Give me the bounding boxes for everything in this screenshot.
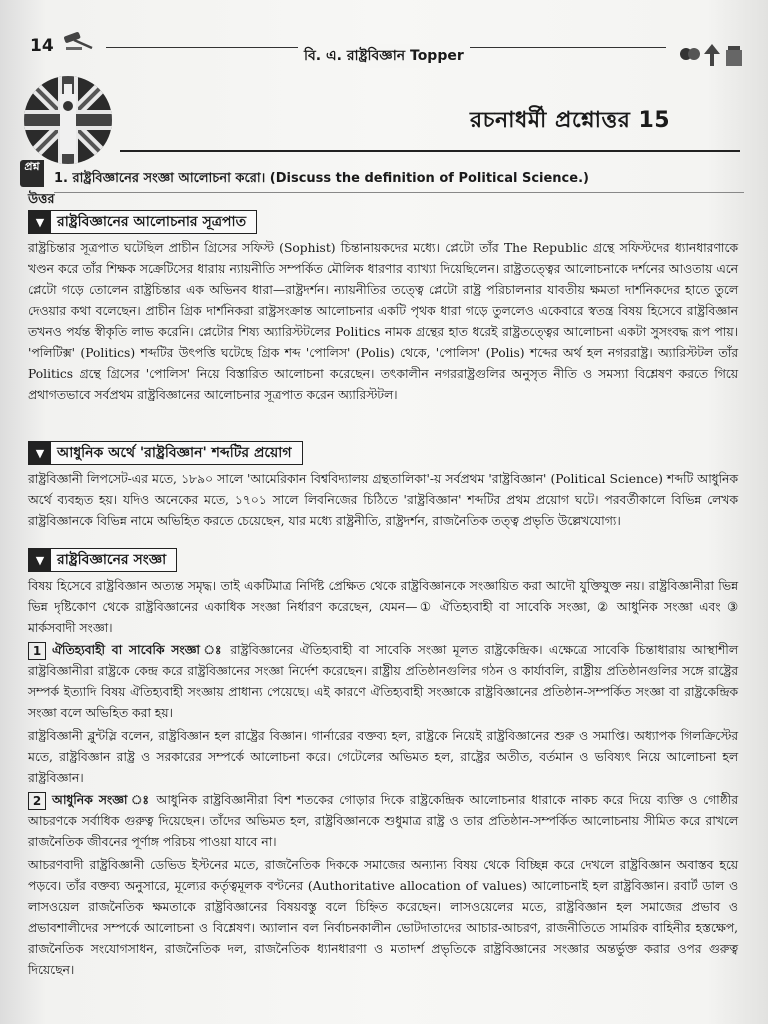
point-number: 1 (28, 642, 46, 660)
triangle-down-icon: ▼ (29, 549, 51, 571)
paragraph: আচরণবাদী রাষ্ট্রবিজ্ঞানী ডেভিড ইস্টনের মতে, রাজনৈতিক দিককে সমাজের অন্যান্য বিষয় থেকে বিচ্ছিন্ন করে দেখলে রাষ্ট্রবিজ্ঞান অবাস্তব হয়ে পড়বে। তাঁর বক্তব্য অনুসারে, মূল্যের কর্তৃত্বমূলক বণ্টনের (Authoritative allocation of values) আলোচনাই হল রাষ্ট্রবিজ্ঞান। রবার্ট ডাল ও লাসওয়েল রাজনৈতিক ক্ষমতাকে রাষ্ট্রবিজ্ঞানের বিষয়বস্তু বলে চিহ্নিত করেছেন। লাসওয়েলের মতে, রাষ্ট্রবিজ্ঞান হল সমাজের প্রভাব ও প্রভাবশালীদের সম্পর্কে আলোচনা ও বিশ্লেষণ। অ্যালান বল নির্বাচনকালীন ভোটদাতাদের আচার-আচরণ, রাজনীতিতে সামরিক বাহিনীর হস্তক্ষেপ, রাজনৈতিক সংযোগসাধন, রাজনৈতিক দল, রাজনৈতিক ধ্যানধারণা ও মতাদর্শ প্রভৃতিকে রাষ্ট্রবিজ্ঞানের সংজ্ঞার অন্তর্ভুক্ত করার ওপর গুরুত্ব দিয়েছেন। (28, 858, 738, 977)
paragraph: রাষ্ট্রবিজ্ঞানী ব্লুন্টস্লি বলেন, রাষ্ট্রবিজ্ঞান হল রাষ্ট্রের বিজ্ঞান। গার্নারের বক্তব্য হল, রাষ্ট্রকে নিয়েই রাষ্ট্রবিজ্ঞানের শুরু ও সমাপ্তি। অধ্যাপক গিলক্রিস্টের মতে, রাষ্ট্রবিজ্ঞান রাষ্ট্র ও সরকারের সম্পর্কে আলোচনা করে। গেটেলের অভিমত হল, রাষ্ট্রের অতীত, বর্তমান ও ভবিষ্যৎ নিয়ে আলোচনা হল রাষ্ট্রবিজ্ঞান। (28, 729, 738, 785)
section-heading (28, 548, 177, 572)
answer-label: উত্তর (28, 190, 55, 213)
point-paragraph (28, 790, 738, 853)
section-modern-usage (28, 441, 738, 532)
paragraph: রাষ্ট্রবিজ্ঞানী লিপসেট-এর মতে, ১৮৯০ সালে 'আমেরিকান বিশ্ববিদ্যালয় গ্রন্থতালিকা'-য় সর্বপ্রথম 'রাষ্ট্রবিজ্ঞান' (Political Science) শব্দটি আধুনিক অর্থে ব্যবহৃত হয়। যদিও অনেকের মতে, ১৭০১ সালে লিবনিজের চিঠিতে 'রাষ্ট্রবিজ্ঞান' শব্দটির প্রথম প্রয়োগ ঘটে। পরবর্তীকালে বিভিন্ন লেখক রাষ্ট্রবিজ্ঞানকে বিভিন্ন নামে অভিহিত করতে চেয়েছেন, যার মধ্যে রাষ্ট্রনীতি, রাষ্ট্রদর্শন, রাজনৈতিক তত্ত্ব প্রভৃতি উল্লেখযোগ্য। (28, 472, 738, 528)
section-definition (28, 548, 738, 639)
scales-and-books-icon (672, 40, 752, 70)
triangle-down-icon: ▼ (29, 211, 51, 233)
section-heading (28, 441, 303, 465)
section-heading-text: রাষ্ট্রবিজ্ঞানের সংজ্ঞা (57, 552, 167, 568)
point-title: আধুনিক সংজ্ঞা ঃ (52, 793, 151, 807)
point-number: 2 (28, 792, 46, 810)
paragraph: বিষয় হিসেবে রাষ্ট্রবিজ্ঞান অত্যন্ত সমৃদ্ধ। তাই একটিমাত্র নির্দিষ্ট প্রেক্ষিত থেকে রাষ্ট্রবিজ্ঞানকে সংজ্ঞায়িত করা আদৌ যুক্তিযুক্ত নয়। রাষ্ট্রবিজ্ঞানীরা ভিন্ন ভিন্ন দৃষ্টিকোণ থেকে রাষ্ট্রবিজ্ঞানের একাধিক সংজ্ঞা নির্ধারণ করেছেন, যেমন—① ঐতিহ্যবাহী বা সাবেকি সংজ্ঞা, ② আধুনিক সংজ্ঞা এবং ③ মার্কসবাদী সংজ্ঞা। (28, 579, 738, 635)
page-number: 14 (30, 36, 54, 56)
point-text: রাষ্ট্রবিজ্ঞানের ঐতিহ্যবাহী বা সাবেকি সংজ্ঞা মূলত রাষ্ট্রকেন্দ্রিক। এক্ষেত্রে সাবেকি চিন্তাধারায় আস্থাশীল রাষ্ট্রবিজ্ঞানীরা রাষ্ট্রকে কেন্দ্র করে রাষ্ট্রবিজ্ঞানের সংজ্ঞা নির্দেশ করেছেন। রাষ্ট্রীয় প্রতিষ্ঠানগুলির গঠন ও কার্যাবলি, রাষ্ট্রীয় প্রতিষ্ঠানগুলির সঙ্গে রাষ্ট্রের সম্পর্ক ইত্যাদি বিষয় ঐতিহ্যবাহী সংজ্ঞায় প্রাধান্য পেয়েছে। এই কারণে ঐতিহ্যবাহী সংজ্ঞাকে রাষ্ট্রবিজ্ঞানের প্রতিষ্ঠান-সম্পর্কিত সংজ্ঞা বা রাষ্ট্রকেন্দ্রিক সংজ্ঞা বলে অভিহিত করা হয়। (28, 643, 738, 720)
section-heading-text: রাষ্ট্রবিজ্ঞানের আলোচনার সূত্রপাত (57, 214, 247, 230)
question-badge: প্রশ্ন (20, 160, 44, 187)
chapter-rule (120, 150, 740, 152)
triangle-down-icon: ▼ (29, 442, 51, 464)
paragraph: রাষ্ট্রচিন্তার সূত্রপাত ঘটেছিল প্রাচীন গ্রিসের সফিস্ট (Sophist) চিন্তানায়কদের মধ্যে। প্লেটো তাঁর The Republic গ্রন্থে সফিস্টদের ধ্যানধারণাকে খণ্ডন করে তাঁর শিক্ষক সক্রেটিসের ধারায় ন্যায়নীতি সম্পর্কিত মৌলিক ধারণার ব্যাখ্যা দিয়েছিলেন। রাষ্ট্রতত্ত্বের আলোচনাকে দর্শনের আওতায় এনে প্লেটো গড়ে তোলেন রাষ্ট্রচিন্তার এক অভিনব ধারা—রাষ্ট্রদর্শন। ন্যায়নীতির তত্ত্বে প্লেটো রাষ্ট্র পরিচালনার যাবতীয় ক্ষমতা দার্শনিকদের হাতে তুলে দেওয়ার কথা বলেছেন। প্রাচীন গ্রিক দার্শনিকরা রাষ্ট্রসংক্রান্ত আলোচনার একটি পৃথক ধারা গড়ে তুললেও একেবারে স্বতন্ত্র বিষয় হিসেবে রাষ্ট্রবিজ্ঞান তখনও পর্যন্ত স্বীকৃতি লাভ করেনি। প্লেটোর শিষ্য অ্যারিস্টটলের Politics নামক গ্রন্থের হাত ধরেই রাষ্ট্রতত্ত্বের আলোচনা একটা সুসংবদ্ধ রূপ পায়। 'পলিটিক্স' (Politics) শব্দটির উৎপত্তি ঘটেছে গ্রিক শব্দ 'পোলিস' (Polis) থেকে, 'পোলিস' (Polis) শব্দের অর্থ হল নগররাষ্ট্র। অ্যারিস্টটল তাঁর Politics গ্রন্থে গ্রিসের 'পোলিস' নিয়ে বিস্তারিত আলোচনা করেছেন। তৎকালীন নগররাষ্ট্রগুলির অনুসৃত নীতি ও সমস্যা বিশ্লেষণ করতে গিয়ে প্রথাগতভাবে সর্বপ্রথম রাষ্ট্রবিজ্ঞানের আলোচনার সূত্রপাত করেন অ্যারিস্টটল। (28, 241, 738, 402)
chapter-title: রচনাধর্মী প্রশ্নোত্তর 15 (470, 108, 671, 133)
gavel-icon (62, 30, 102, 52)
point-traditional (28, 640, 738, 789)
question-text: 1. রাষ্ট্রবিজ্ঞানের সংজ্ঞা আলোচনা করো। (Discuss the definition of Political Science.) (54, 169, 744, 193)
point-text: আধুনিক রাষ্ট্রবিজ্ঞানীরা বিশ শতকের গোড়ার দিকে রাষ্ট্রকেন্দ্রিক আলোচনার ধারাকে নাকচ করে দিয়ে ব্যক্তি ও গোষ্ঠীর আচরণকে সর্বাধিক গুরুত্ব দিয়েছেন। তাঁদের অভিমত হল, রাষ্ট্রবিজ্ঞানকে শুধুমাত্র রাষ্ট্র ও তার প্রতিষ্ঠান-সম্পর্কিত আলোচনায় সীমিত করে রাখলে রাজনৈতিক জীবনের পূর্ণাঙ্গ পরিচয় পাওয়া যাবে না। (28, 793, 738, 849)
union-jack-icon (22, 74, 114, 166)
point-modern (28, 790, 738, 981)
running-title: বি. এ. রাষ্ট্রবিজ্ঞান Topper (298, 44, 470, 68)
section-heading (28, 210, 257, 234)
section-intro (28, 210, 738, 406)
point-title: ঐতিহ্যবাহী বা সাবেকি সংজ্ঞা ঃ (52, 643, 224, 657)
point-paragraph (28, 640, 738, 724)
section-heading-text: আধুনিক অর্থে 'রাষ্ট্রবিজ্ঞান' শব্দটির প্রয়োগ (57, 445, 292, 461)
